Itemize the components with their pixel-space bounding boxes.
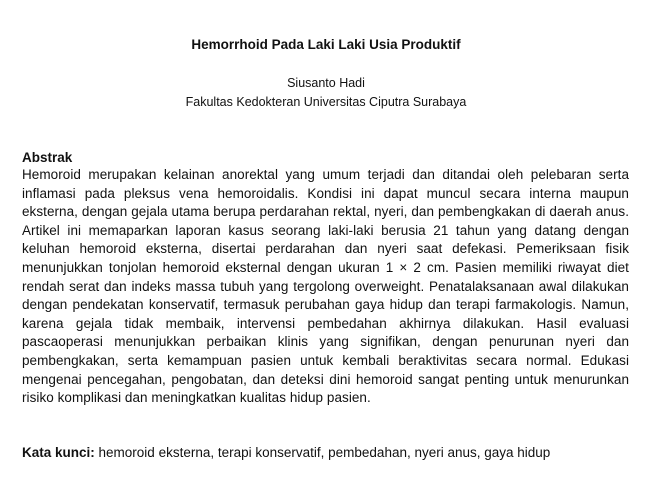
abstract-text: Hemoroid merupakan kelainan anorektal yang umum terjadi dan ditandai oleh pelebaran serta inflamasi pada pleksus vena hemoroidalis. Kondisi ini dapat muncul secara interna maupun eksterna, dengan gejala utama berupa perdarahan rektal, nyeri, dan pembengkakan di daerah anus. Artikel ini memaparkan laporan kasus seorang laki-laki berusia 21 tahun yang datang dengan keluhan hemoroid eksterna, disertai perdarahan dan nyeri saat defekasi. Pemeriksaan fisik menunjukkan tonjolan hemoroid eksternal dengan ukuran 1 × 2 cm. Pasien memiliki riwayat diet rendah serat dan indeks massa tubuh yang tergolong overweight. Penatalaksanaan awal dilakukan dengan pendekatan konservatif, termasuk perubahan gaya hidup dan terapi farmakologis. Namun, karena gejala tidak membaik, intervensi pembedahan akhirnya dilakukan. Hasil evaluasi pascaoperasi menunjukkan perbaikan klinis yang signifikan, dengan penurunan nyeri dan pembengkakan, serta kemampuan pasien untuk kembali beraktivitas secara normal. Edukasi mengenai pencegahan, pengobatan, dan deteksi dini hemoroid sangat penting untuk menurunkan risiko komplikasi dan meningkatkan kualitas hidup pasien. — [22, 167, 629, 406]
paper-title: Hemorrhoid Pada Laki Laki Usia Produktif — [191, 37, 461, 52]
keywords-label: Kata kunci: — [22, 445, 95, 460]
keywords-line — [22, 444, 632, 462]
author-affiliation: Fakultas Kedokteran Universitas Ciputra Surabaya — [185, 95, 467, 109]
author-name: Siusanto Hadi — [287, 76, 365, 90]
abstract-heading: Abstrak — [22, 150, 73, 165]
keywords-list: hemoroid eksterna, terapi konservatif, pembedahan, nyeri anus, gaya hidup — [94, 445, 551, 460]
author-block — [0, 74, 652, 112]
